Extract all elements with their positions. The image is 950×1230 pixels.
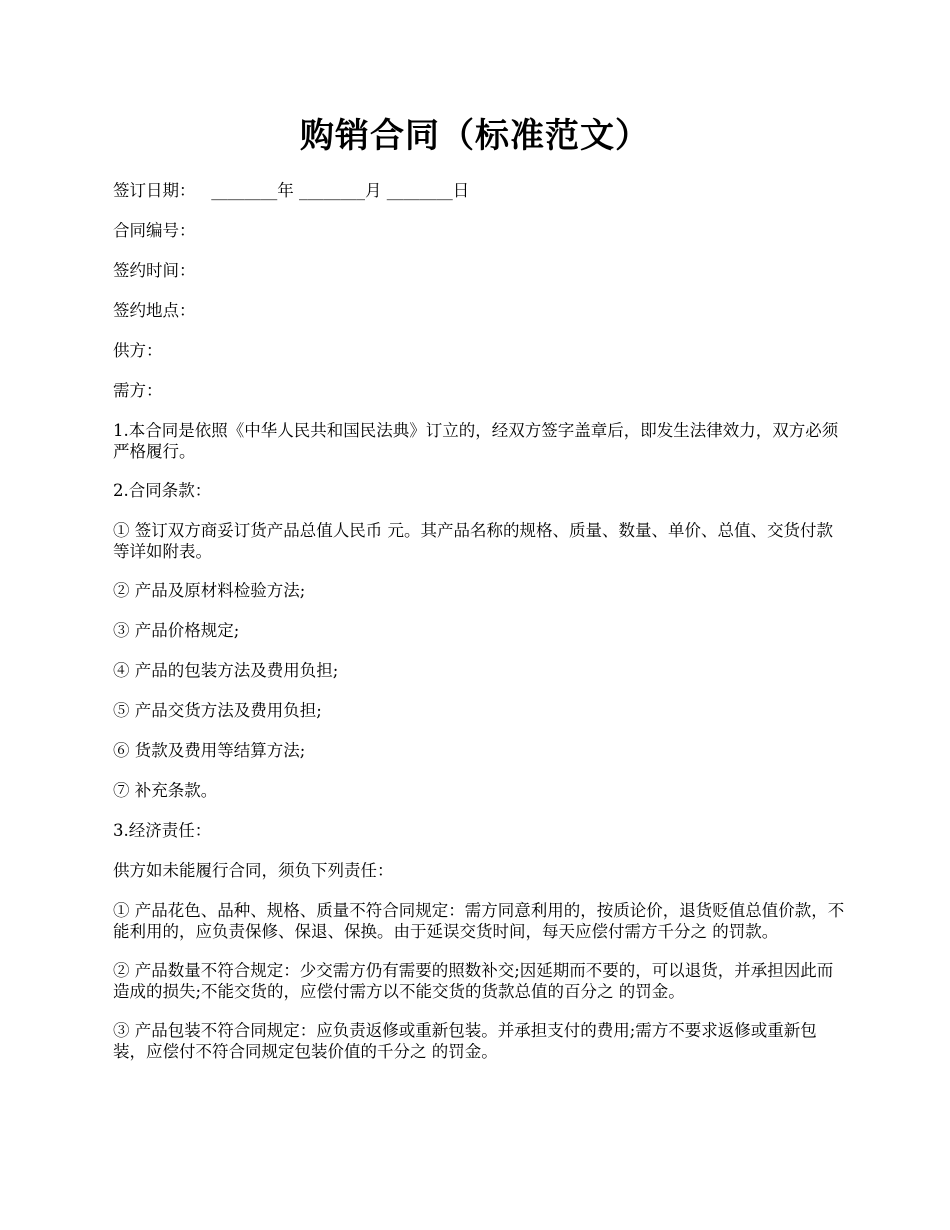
clause-2-heading: 2.合同条款： (113, 481, 212, 500)
buyer-field: 需方： (113, 381, 163, 400)
supplier-liability-intro: 供方如未能履行合同，须负下列责任： (113, 861, 394, 880)
sign-date-line (113, 180, 848, 202)
clause-2-item-4: ④ 产品的包装方法及费用负担; (113, 661, 339, 680)
sign-date-label: 签订日期： (113, 181, 196, 200)
clause-3-heading: 3.经济责任： (113, 821, 212, 840)
clause-2-item-7: ⑦ 补充条款。 (113, 781, 218, 800)
clause-1-legal-effect: 1.本合同是依照《中华人民共和国民法典》订立的，经双方签字盖章后，即发生法律效力，双方必须严格履行。 (113, 421, 839, 461)
signing-time-field: 签约时间： (113, 261, 196, 280)
day-label: 日 (452, 181, 470, 200)
document-body (113, 180, 848, 1080)
clause-2-item-3: ③ 产品价格规定; (113, 621, 240, 640)
liability-item-3: ③ 产品包装不符合同规定：应负责返修或重新包装。并承担支付的费用;需方不要求返修或重新包装，应偿付不符合同规定包装价值的千分之 的罚金。 (113, 1021, 817, 1061)
month-blank: ________ (299, 181, 365, 200)
clause-2-item-2: ② 产品及原材料检验方法; (113, 581, 306, 600)
liability-item-2: ② 产品数量不符合规定：少交需方仍有需要的照数补交;因延期而不要的，可以退货，并承担因此而造成的损失;不能交货的，应偿付需方以不能交货的货款总值的百分之 的罚金。 (113, 961, 834, 1001)
signing-place-field: 签约地点： (113, 301, 196, 320)
supplier-field: 供方： (113, 341, 163, 360)
month-label: 月 (365, 181, 382, 200)
clause-2-item-1: ① 签订双方商妥订货产品总值人民币 元。其产品名称的规格、质量、数量、单价、总值、交货付款等详如附表。 (113, 521, 833, 561)
contract-number-field: 合同编号： (113, 221, 196, 240)
day-blank: ________ (386, 181, 453, 200)
year-blank: ________ (211, 181, 278, 200)
document-title: 购销合同（标准范文） (300, 116, 650, 156)
liability-item-1: ① 产品花色、品种、规格、质量不符合同规定：需方同意利用的，按质论价，退货贬值总值价款，不能利用的，应负责保修、保退、保换。由于延误交货时间，每天应偿付需方千分之 的罚款。 (113, 901, 845, 941)
clause-2-item-6: ⑥ 货款及费用等结算方法; (113, 741, 306, 760)
year-label: 年 (277, 181, 294, 200)
clause-2-item-5: ⑤ 产品交货方法及费用负担; (113, 701, 322, 720)
